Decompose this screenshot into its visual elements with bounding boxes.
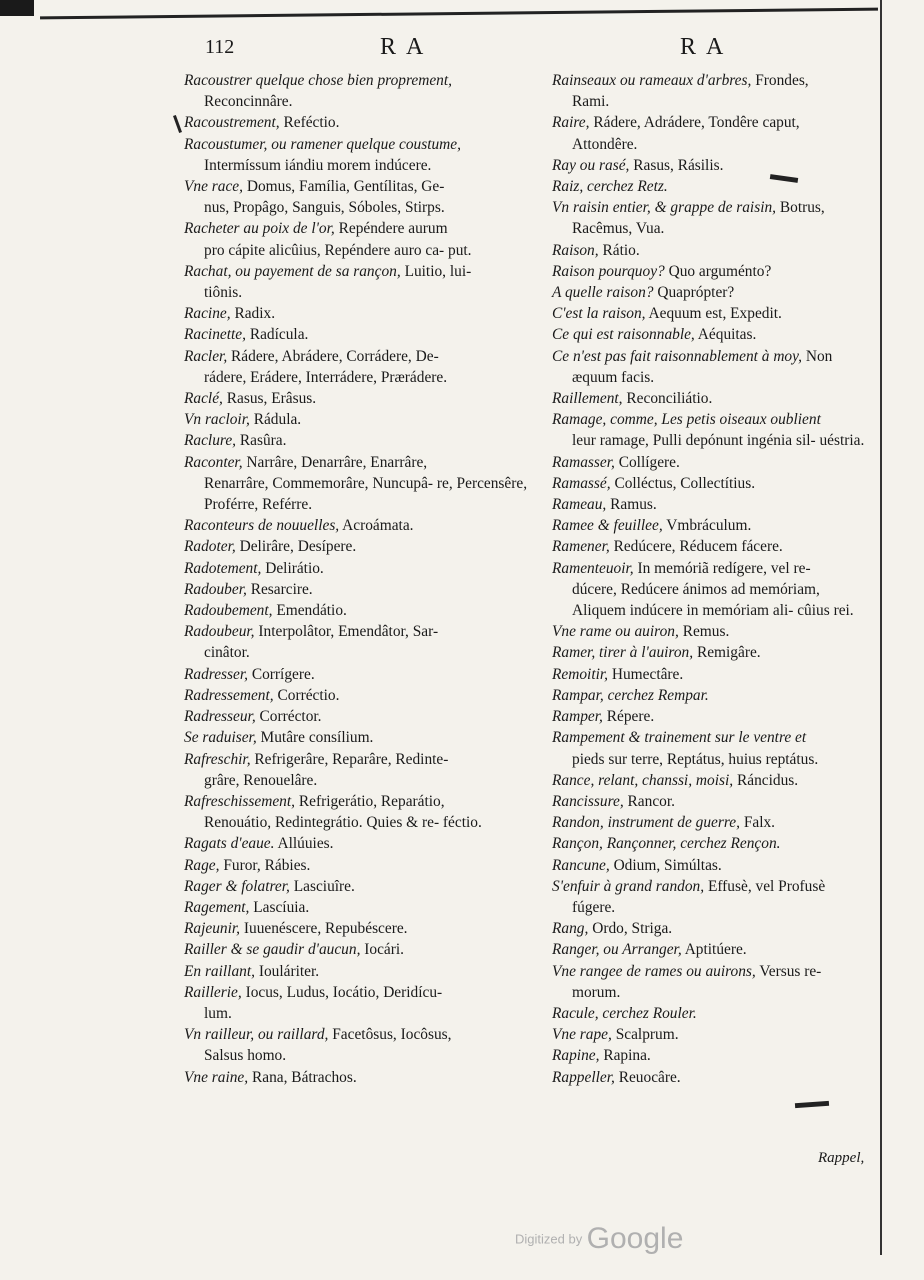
french-headword: Rang,	[552, 920, 589, 938]
french-headword: Racheter au poix de l'or,	[184, 220, 335, 238]
latin-equivalent: In memóriã redígere, vel re-	[637, 559, 811, 577]
dictionary-entry	[552, 1024, 872, 1045]
latin-equivalent: Redúcere, Réducem fácere.	[613, 538, 783, 556]
dictionary-entry	[184, 833, 529, 854]
latin-equivalent: Falx.	[743, 814, 776, 832]
dictionary-entry	[184, 536, 529, 557]
latin-equivalent: Versus re-	[759, 962, 822, 980]
latin-equivalent: Quo arguménto?	[668, 262, 772, 280]
dictionary-entry	[552, 706, 872, 727]
french-headword: Vn railleur, ou raillard,	[184, 1026, 329, 1044]
latin-equivalent: Botrus,	[779, 199, 825, 217]
latin-equivalent: Interpolâtor, Emendâtor, Sar-	[258, 623, 439, 641]
dictionary-entry	[552, 1045, 872, 1066]
latin-equivalent: Rasus, Erâsus.	[226, 390, 317, 408]
latin-equivalent: Effusè, vel Profusè	[707, 877, 826, 895]
latin-equivalent: Repéndere aurum	[338, 220, 448, 238]
dictionary-entry	[184, 621, 529, 663]
latin-equivalent: Resarcire.	[250, 580, 313, 598]
entry-continuation: dúcere, Redúcere ánimos ad memóriam, Aliquem indúcere in memóriam ali- cûius rei.	[572, 580, 854, 620]
french-headword: Racule, cerchez Rouler.	[552, 1004, 697, 1022]
latin-equivalent: Iocári.	[364, 941, 405, 959]
google-logo-text: Google	[586, 1222, 684, 1255]
french-headword: C'est la raison,	[552, 305, 646, 323]
latin-equivalent: Collígere.	[618, 453, 680, 471]
dictionary-entry	[552, 727, 872, 769]
dictionary-entry	[184, 982, 529, 1024]
dictionary-entry	[552, 918, 872, 939]
latin-equivalent: Mutâre consílium.	[260, 729, 374, 747]
dictionary-entry	[552, 876, 872, 918]
french-headword: Rage,	[184, 856, 220, 874]
dictionary-entry	[184, 855, 529, 876]
latin-equivalent: Humectâre.	[611, 665, 684, 683]
right-column	[552, 70, 872, 1088]
latin-equivalent: Reféctio.	[283, 114, 340, 132]
dictionary-entry	[552, 494, 872, 515]
french-headword: Ramage, comme, Les petis oiseaux oublient	[552, 411, 821, 429]
dictionary-entry	[552, 685, 872, 706]
dictionary-entry	[552, 240, 872, 261]
right-edge-rule	[880, 0, 882, 1255]
french-headword: Radresseur,	[184, 708, 256, 726]
dictionary-entry	[552, 961, 872, 1003]
dictionary-entry	[184, 346, 529, 388]
page-number: 112	[205, 36, 235, 58]
latin-equivalent: Ramus.	[610, 496, 657, 514]
digitized-watermark	[515, 1222, 683, 1256]
latin-equivalent: Rasûra.	[239, 432, 287, 450]
dictionary-entry	[552, 833, 872, 854]
dictionary-entry	[184, 918, 529, 939]
french-headword: Rafreschir,	[184, 750, 251, 768]
corner-mark	[0, 0, 34, 16]
entry-continuation: Rami.	[572, 93, 610, 111]
french-headword: Racler,	[184, 347, 228, 365]
digitized-prefix: Digitized by	[515, 1231, 583, 1247]
latin-equivalent: Rádere, Abrádere, Corrádere, De-	[231, 347, 439, 365]
dictionary-entry	[552, 791, 872, 812]
latin-equivalent: Non	[805, 347, 833, 365]
dictionary-entry	[184, 727, 529, 748]
dictionary-entry	[184, 939, 529, 960]
latin-equivalent: Refrigerâre, Reparâre, Redinte-	[254, 750, 449, 768]
dictionary-entry	[184, 706, 529, 727]
latin-equivalent: Reuocâre.	[618, 1068, 681, 1086]
french-headword: Vn racloir,	[184, 411, 250, 429]
french-headword: Rager & folatrer,	[184, 877, 290, 895]
dictionary-entry	[552, 282, 872, 303]
latin-equivalent: Narrâre, Denarrâre, Enarrâre,	[246, 453, 428, 471]
dictionary-entry	[552, 939, 872, 960]
french-headword: Rapine,	[552, 1047, 600, 1065]
french-headword: Racoustrement,	[184, 114, 280, 132]
dictionary-entry	[184, 961, 529, 982]
french-headword: Railler & se gaudir d'aucun,	[184, 941, 361, 959]
latin-equivalent: Rádere, Adrádere, Tondêre caput,	[593, 114, 800, 132]
french-headword: Raiz, cerchez Retz.	[552, 178, 668, 196]
latin-equivalent: Corréctor.	[259, 708, 322, 726]
french-headword: Rampement & trainement sur le ventre et	[552, 729, 807, 747]
entry-continuation: pieds sur terre, Reptátus, huius reptátus.	[572, 750, 819, 768]
latin-equivalent: Colléctus, Collectítius.	[614, 474, 756, 492]
latin-equivalent: Ráncidus.	[736, 771, 799, 789]
dictionary-entry	[184, 409, 529, 430]
latin-equivalent: Rátio.	[602, 241, 640, 259]
dictionary-entry	[184, 1024, 529, 1066]
latin-equivalent: Iouláriter.	[258, 962, 320, 980]
french-headword: Rancissure,	[552, 792, 624, 810]
french-headword: Vne rape,	[552, 1026, 612, 1044]
french-headword: Randon, instrument de guerre,	[552, 814, 740, 832]
latin-equivalent: Lascíuia.	[253, 898, 310, 916]
dictionary-entry	[552, 303, 872, 324]
latin-equivalent: Rana, Bátrachos.	[251, 1068, 357, 1086]
dictionary-entry	[184, 749, 529, 791]
latin-equivalent: Lasciuîre.	[293, 877, 355, 895]
dictionary-entry	[184, 791, 529, 833]
french-headword: Ramenteuoir,	[552, 559, 634, 577]
french-headword: Vne raine,	[184, 1068, 249, 1086]
dictionary-entry	[552, 70, 872, 112]
latin-equivalent: Domus, Família, Gentílitas, Ge-	[246, 178, 445, 196]
latin-equivalent: Emendátio.	[276, 602, 347, 620]
french-headword: Raillerie,	[184, 983, 242, 1001]
entry-continuation: Racêmus, Vua.	[572, 220, 665, 238]
dictionary-entry	[552, 452, 872, 473]
dictionary-entry	[184, 388, 529, 409]
latin-equivalent: Remus.	[682, 623, 730, 641]
french-headword: Radouber,	[184, 580, 247, 598]
dictionary-entry	[552, 176, 872, 197]
french-headword: Rampar, cerchez Rempar.	[552, 686, 709, 704]
dictionary-entry	[184, 579, 529, 600]
dictionary-entry	[184, 558, 529, 579]
latin-equivalent: Aequum est, Expedit.	[648, 305, 782, 323]
french-headword: Raison,	[552, 241, 599, 259]
french-headword: Ramee & feuillee,	[552, 517, 663, 535]
latin-equivalent: Ordo, Striga.	[592, 920, 673, 938]
french-headword: Rachat, ou payement de sa rançon,	[184, 262, 401, 280]
french-headword: Ray ou rasé,	[552, 156, 630, 174]
entry-continuation: fúgere.	[572, 898, 616, 916]
latin-equivalent: Corrígere.	[251, 665, 315, 683]
entry-continuation: nus, Propâgo, Sanguis, Sóboles, Stirps.	[204, 199, 445, 217]
running-header-right: RA	[680, 34, 734, 60]
french-headword: Racine,	[184, 305, 231, 323]
french-headword: S'enfuir à grand randon,	[552, 877, 705, 895]
french-headword: Rainseaux ou rameaux d'arbres,	[552, 72, 752, 89]
dictionary-entry	[552, 346, 872, 388]
french-headword: Raire,	[552, 114, 590, 132]
dictionary-entry	[552, 112, 872, 154]
latin-equivalent: Répere.	[606, 708, 655, 726]
latin-equivalent: Aéquitas.	[697, 326, 757, 344]
dictionary-entry	[552, 409, 872, 451]
french-headword: Vne rangee de rames ou auirons,	[552, 962, 756, 980]
dictionary-entry	[184, 876, 529, 897]
french-headword: Vne race,	[184, 178, 243, 196]
entry-continuation: rádere, Erádere, Interrádere, Prærádere.	[204, 368, 448, 386]
french-headword: A quelle raison?	[552, 284, 654, 302]
dictionary-entry	[552, 621, 872, 642]
latin-equivalent: Refrigerátio, Reparátio,	[298, 792, 445, 810]
french-headword: Racinette,	[184, 326, 246, 344]
latin-equivalent: Iocus, Ludus, Iocátio, Deridícu-	[245, 983, 443, 1001]
dictionary-entry	[184, 324, 529, 345]
entry-continuation: tiônis.	[204, 284, 243, 302]
french-headword: Rappeller,	[552, 1068, 615, 1086]
french-headword: Rançon, Rançonner, cerchez Rençon.	[552, 835, 781, 853]
entry-continuation: Reconcinnâre.	[204, 93, 293, 111]
french-headword: Radoubeur,	[184, 623, 255, 641]
french-headword: Rajeunir,	[184, 920, 241, 938]
french-headword: Raconter,	[184, 453, 243, 471]
dictionary-entry	[184, 218, 529, 260]
latin-equivalent: Delirâre, Desípere.	[239, 538, 357, 556]
dictionary-entry	[184, 1067, 529, 1088]
french-headword: Ranger, ou Arranger,	[552, 941, 682, 959]
latin-equivalent: Acroámata.	[342, 517, 414, 535]
french-headword: Radressement,	[184, 686, 274, 704]
french-headword: Raclé,	[184, 390, 223, 408]
entry-continuation: grâre, Renouelâre.	[204, 771, 318, 789]
latin-equivalent: Odium, Simúltas.	[613, 856, 722, 874]
dictionary-entry	[552, 855, 872, 876]
dictionary-entry	[184, 600, 529, 621]
dictionary-entry	[552, 197, 872, 239]
latin-equivalent: Scalprum.	[615, 1026, 679, 1044]
entry-continuation: lum.	[204, 1004, 232, 1022]
dictionary-entry	[184, 303, 529, 324]
french-headword: Vne rame ou auiron,	[552, 623, 679, 641]
dictionary-entry	[552, 1003, 872, 1024]
french-headword: Radoubement,	[184, 602, 273, 620]
entry-continuation: Salsus homo.	[204, 1047, 287, 1065]
french-headword: Rancune,	[552, 856, 610, 874]
dictionary-entry	[552, 770, 872, 791]
french-headword: Ragats d'eaue.	[184, 835, 275, 853]
dictionary-entry	[184, 134, 529, 176]
latin-equivalent: Corréctio.	[277, 686, 340, 704]
latin-equivalent: Radix.	[234, 305, 276, 323]
dictionary-entry	[184, 176, 529, 218]
dictionary-entry	[552, 473, 872, 494]
dictionary-entry	[552, 642, 872, 663]
entry-continuation: pro cápite alicûius, Repéndere auro ca- put.	[204, 241, 472, 259]
latin-equivalent: Reconciliátio.	[626, 390, 713, 408]
french-headword: Ramassé,	[552, 474, 611, 492]
french-headword: Ramener,	[552, 538, 610, 556]
catchword: Rappel,	[818, 1150, 865, 1166]
latin-equivalent: Luitio, lui-	[404, 262, 472, 280]
entry-continuation: Intermíssum iándiu morem indúcere.	[204, 156, 432, 174]
dictionary-entry	[184, 112, 529, 133]
french-headword: Rameau,	[552, 496, 607, 514]
french-headword: Radoter,	[184, 538, 236, 556]
latin-equivalent: Frondes,	[755, 72, 809, 89]
latin-equivalent: Aptitúere.	[684, 941, 747, 959]
dictionary-entry	[184, 70, 529, 112]
dictionary-entry	[184, 452, 529, 516]
french-headword: Ramper,	[552, 708, 603, 726]
french-headword: Ramasser,	[552, 453, 615, 471]
dictionary-entry	[184, 685, 529, 706]
dictionary-entry	[552, 664, 872, 685]
dictionary-entry	[552, 324, 872, 345]
latin-equivalent: Facetôsus, Iocôsus,	[332, 1026, 452, 1044]
dictionary-entry	[552, 515, 872, 536]
french-headword: Raconteurs de nouuelles,	[184, 517, 340, 535]
french-headword: Racoustrer quelque chose bien proprement,	[184, 72, 452, 89]
entry-continuation: morum.	[572, 983, 621, 1001]
dictionary-entry	[552, 388, 872, 409]
french-headword: Ce qui est raisonnable,	[552, 326, 695, 344]
latin-equivalent: Quaprópter?	[657, 284, 735, 302]
latin-equivalent: Rapina.	[603, 1047, 651, 1065]
latin-equivalent: Rasus, Rásilis.	[633, 156, 724, 174]
dictionary-entry	[184, 664, 529, 685]
french-headword: Remoitir,	[552, 665, 609, 683]
latin-equivalent: Delirátio.	[265, 559, 324, 577]
french-headword: Ragement,	[184, 898, 250, 916]
latin-equivalent: Radícula.	[249, 326, 309, 344]
dictionary-entry	[184, 515, 529, 536]
entry-continuation: æquum facis.	[572, 368, 655, 386]
latin-equivalent: Remigâre.	[696, 644, 761, 662]
left-column	[184, 70, 529, 1088]
top-rule	[40, 8, 878, 20]
ink-blot	[173, 115, 182, 133]
french-headword: Se raduiser,	[184, 729, 257, 747]
entry-continuation: Renouátio, Redintegrátio. Quies & re- féctio.	[204, 814, 482, 832]
dictionary-entry	[552, 558, 872, 622]
latin-equivalent: Allúuies.	[277, 835, 334, 853]
french-headword: Ramer, tirer à l'auiron,	[552, 644, 694, 662]
french-headword: Raclure,	[184, 432, 236, 450]
dictionary-entry	[552, 155, 872, 176]
french-headword: Ce n'est pas fait raisonnablement à moy,	[552, 347, 802, 365]
dictionary-entry	[552, 536, 872, 557]
entry-continuation: cinâtor.	[204, 644, 250, 662]
french-headword: Radresser,	[184, 665, 248, 683]
dictionary-entry	[552, 1067, 872, 1088]
dictionary-entry	[184, 897, 529, 918]
latin-equivalent: Furor, Rábies.	[223, 856, 311, 874]
latin-equivalent: Vmbráculum.	[666, 517, 752, 535]
latin-equivalent: Rádula.	[253, 411, 302, 429]
french-headword: Vn raisin entier, & grappe de raisin,	[552, 199, 777, 217]
dictionary-entry	[552, 261, 872, 282]
french-headword: En raillant,	[184, 962, 255, 980]
french-headword: Raillement,	[552, 390, 623, 408]
entry-continuation: leur ramage, Pulli depónunt ingénia sil- uéstria.	[572, 432, 865, 450]
french-headword: Rance, relant, chanssi, moisi,	[552, 771, 734, 789]
french-headword: Radotement,	[184, 559, 262, 577]
dictionary-entry	[184, 261, 529, 303]
french-headword: Racoustumer, ou ramener quelque coustume,	[184, 135, 461, 153]
entry-continuation: Attondêre.	[572, 135, 638, 153]
ink-blot	[795, 1101, 829, 1108]
running-header-left: RA	[380, 34, 434, 60]
french-headword: Rafreschissement,	[184, 792, 295, 810]
french-headword: Raison pourquoy?	[552, 262, 665, 280]
latin-equivalent: Rancor.	[627, 792, 675, 810]
dictionary-entry	[184, 430, 529, 451]
latin-equivalent: Iuuenéscere, Repubéscere.	[243, 920, 408, 938]
dictionary-entry	[552, 812, 872, 833]
entry-continuation: Renarrâre, Commemorâre, Nuncupâ- re, Percensêre, Proférre, Reférre.	[204, 474, 528, 514]
